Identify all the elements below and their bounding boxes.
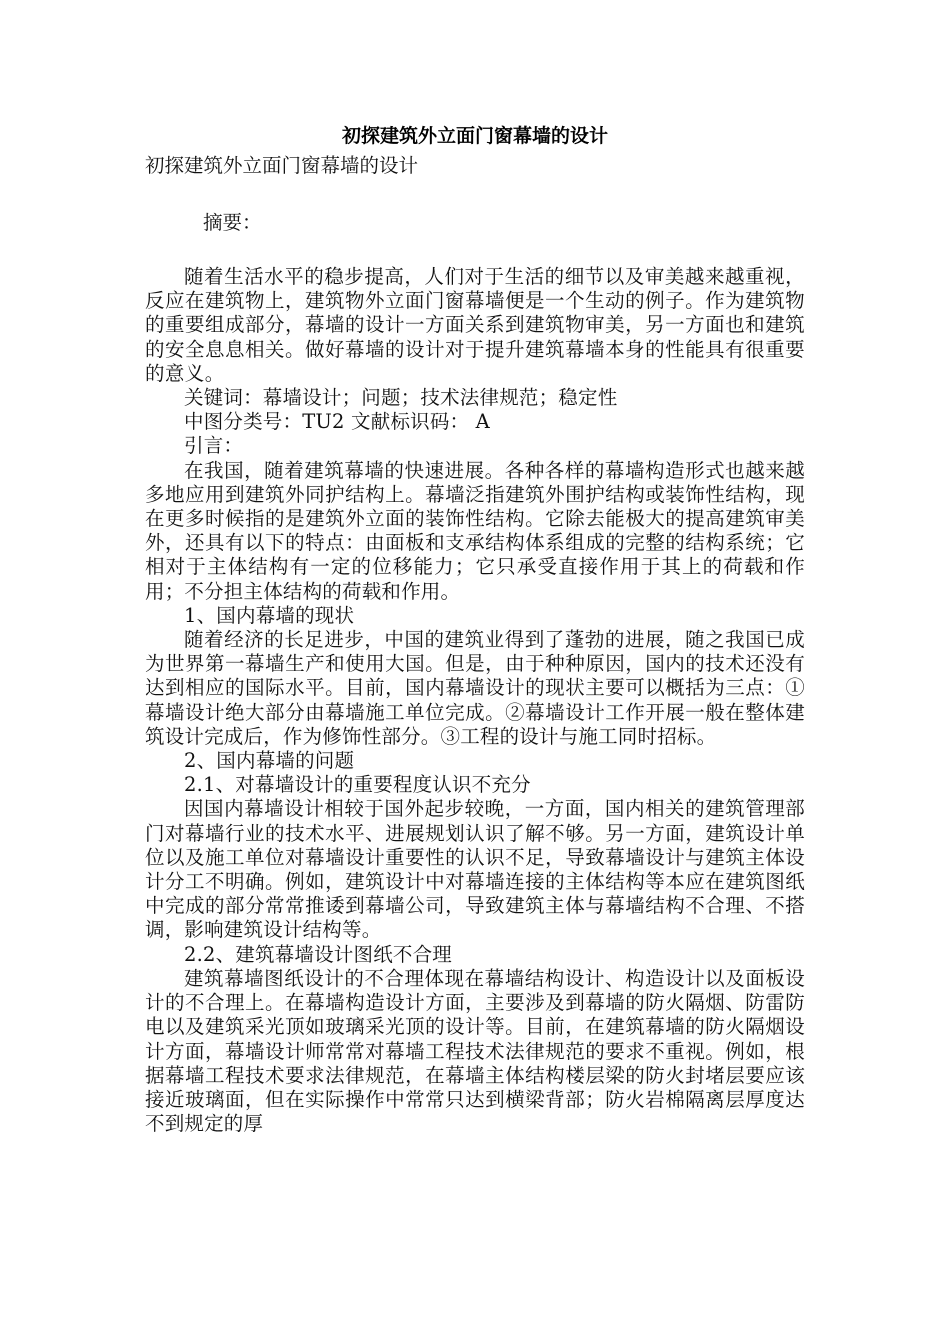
classification-line: 中图分类号：TU2 文献标识码： A — [184, 410, 490, 434]
introduction-paragraph: 在我国，随着建筑幕墙的快速进展。各种各样的幕墙构造形式也越来越多地应用到建筑外同护结构上。幕墙泛指建筑外围护结构或装饰性结构，现在更多时候指的是建筑外立面的装饰性结构。它除去能极大的提高建筑审美外，还具有以下的特点：由面板和支承结构体系组成的完整的结构系统；它相对于主体结构有一定的位移能力；它只承受直接作用于其上的荷载和作用；不分担主体结构的荷载和作用。 — [145, 458, 805, 603]
blank-line — [145, 237, 805, 265]
document-body — [145, 121, 805, 1136]
abstract-label: 摘要： — [203, 211, 262, 234]
section-2-2-heading: 2.2、建筑幕墙设计图纸不合理 — [184, 942, 453, 966]
section-1-paragraph: 随着经济的长足进步，中国的建筑业得到了蓬勃的进展，随之我国已成为世界第一幕墙生产和使用大国。但是，由于种种原因，国内的技术还没有达到相应的国际水平。目前，国内幕墙设计的现状主要可以概括为三点：①幕墙设计绝大部分由幕墙施工单位完成。②幕墙设计工作开展一般在整体建筑设计完成后，作为修饰性部分。③工程的设计与施工同时招标。 — [145, 628, 805, 748]
section-2-heading: 2、国内幕墙的问题 — [184, 749, 355, 773]
section-2-1-paragraph: 因国内幕墙设计相较于国外起步较晚，一方面，国内相关的建筑管理部门对幕墙行业的技术水平、进展规划认识了解不够。另一方面，建筑设计单位以及施工单位对幕墙设计重要性的认识不足，导致幕墙设计与建筑主体设计分工不明确。例如，建筑设计中对幕墙连接的主体结构等本应在建筑图纸中完成的部分常常推诿到幕墙公司，导致建筑主体与幕墙结构不合理、不搭调，影响建筑设计结构等。 — [145, 797, 805, 942]
section-2-1-heading: 2.1、对幕墙设计的重要程度认识不充分 — [184, 773, 531, 797]
document-title: 初探建筑外立面门窗幕墙的设计 — [341, 125, 608, 147]
document-subtitle: 初探建筑外立面门窗幕墙的设计 — [145, 154, 419, 177]
keywords-line: 关键词：幕墙设计；问题；技术法律规范；稳定性 — [184, 386, 618, 410]
abstract-paragraph: 随着生活水平的稳步提高，人们对于生活的细节以及审美越来越重视，反应在建筑物上，建筑物外立面门窗幕墙便是一个生动的例子。作为建筑物的重要组成部分，幕墙的设计一方面关系到建筑物审美，另一方面也和建筑的安全息息相关。做好幕墙的设计对于提升建筑幕墙本身的性能具有很重要的意义。 — [145, 265, 805, 385]
section-2-2-paragraph: 建筑幕墙图纸设计的不合理体现在幕墙结构设计、构造设计以及面板设计的不合理上。在幕墙构造设计方面，主要涉及到幕墙的防火隔烟、防雷防电以及建筑采光顶如玻璃采光顶的设计等。目前，在建筑幕墙的防火隔烟设计方面，幕墙设计师常常对幕墙工程技术法律规范的要求不重视。例如，根据幕墙工程技术要求法律规范，在幕墙主体结构楼层梁的防火封堵层要应该接近玻璃面，但在实际操作中常常只达到横梁背部；防火岩棉隔离层厚度达不到规定的厚 — [145, 966, 805, 1136]
introduction-heading: 引言： — [184, 434, 244, 458]
blank-line — [145, 180, 805, 208]
section-1-heading: 1、国内幕墙的现状 — [184, 603, 355, 627]
